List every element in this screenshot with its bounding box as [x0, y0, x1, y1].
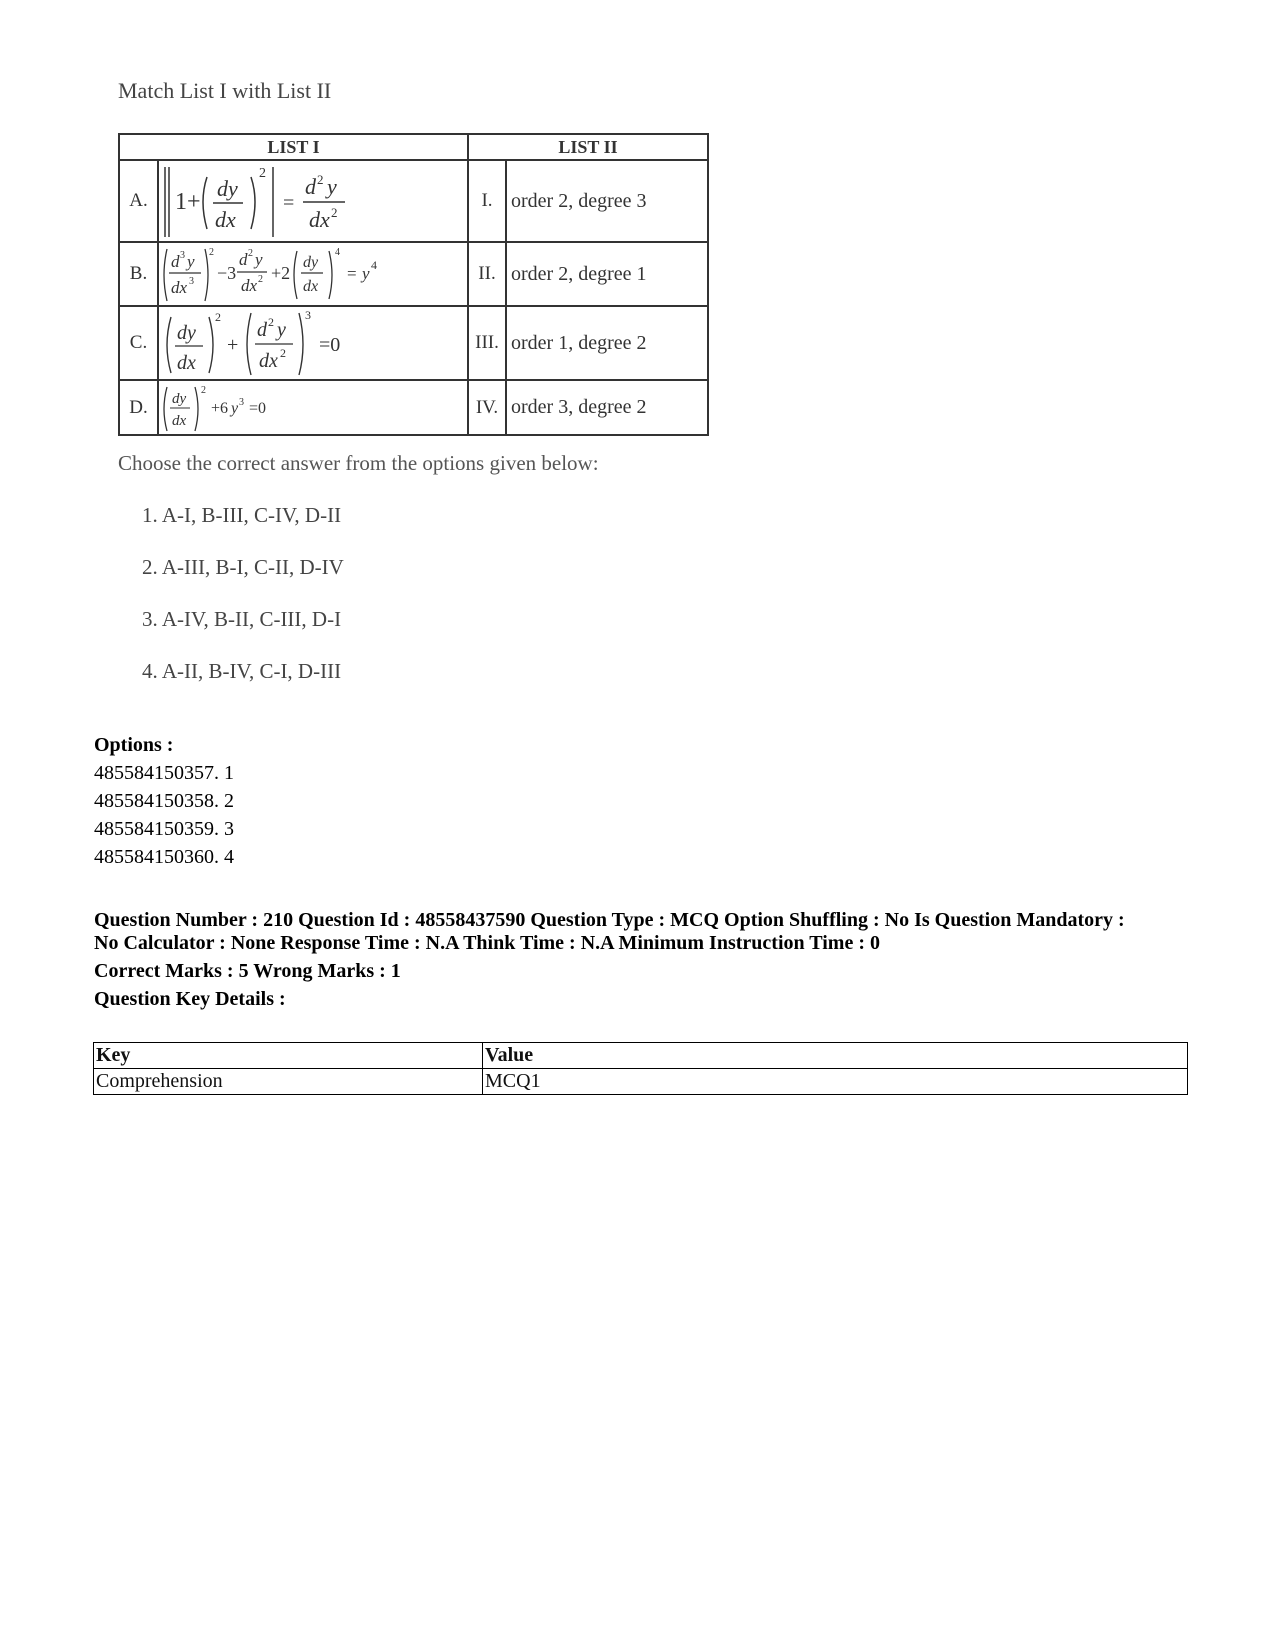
- svg-text:3: 3: [239, 396, 244, 408]
- svg-text:dy: dy: [172, 390, 187, 407]
- order-degree: order 2, degree 1: [506, 242, 708, 306]
- row-roman: I.: [468, 160, 506, 242]
- question-meta-line2: No Calculator : None Response Time : N.A Think Time : N.A Minimum Instruction Time : 0: [94, 932, 880, 954]
- row-roman: II.: [468, 242, 506, 306]
- equation-b: [158, 242, 468, 306]
- svg-text:y: y: [277, 319, 286, 341]
- svg-text:=0: =0: [249, 399, 267, 417]
- options-heading: Options :: [94, 734, 174, 756]
- table-row: [94, 1069, 1188, 1095]
- question-meta-line1: Question Number : 210 Question Id : 48558437590 Question Type : MCQ Option Shuffling : No Is Question Mandatory :: [94, 909, 1125, 931]
- question-prompt: Match List I with List II: [118, 78, 332, 103]
- svg-text:dx: dx: [309, 207, 330, 232]
- svg-text:−3: −3: [217, 263, 237, 283]
- svg-text:dx: dx: [303, 278, 319, 295]
- svg-text:d: d: [239, 250, 248, 269]
- svg-text:2: 2: [215, 310, 221, 324]
- svg-text:y: y: [327, 174, 337, 199]
- order-degree: order 1, degree 2: [506, 306, 708, 380]
- svg-text:4: 4: [371, 258, 377, 272]
- table-row: [119, 380, 708, 435]
- svg-text:=: =: [283, 192, 295, 214]
- answer-instruction: Choose the correct answer from the options given below:: [118, 451, 599, 475]
- svg-text:3: 3: [305, 309, 311, 322]
- svg-text:=0: =0: [319, 334, 341, 356]
- svg-text:+2: +2: [271, 263, 291, 283]
- value-header: Value: [483, 1043, 1188, 1069]
- answer-choice: 1. A-I, B-III, C-IV, D-II: [142, 503, 342, 527]
- svg-text:2: 2: [248, 248, 253, 259]
- svg-text:+6: +6: [211, 399, 229, 417]
- svg-text:2: 2: [259, 166, 266, 181]
- svg-text:+: +: [227, 334, 239, 356]
- table-row: [119, 160, 708, 242]
- marks-line: Correct Marks : 5 Wrong Marks : 1: [94, 960, 401, 982]
- value-cell: MCQ1: [483, 1069, 1188, 1095]
- answer-choice: 2. A-III, B-I, C-II, D-IV: [142, 555, 344, 579]
- svg-text:dx: dx: [172, 412, 187, 429]
- svg-text:y: y: [187, 252, 195, 271]
- option-item: 485584150359. 3: [94, 818, 234, 840]
- svg-text:d: d: [257, 319, 267, 341]
- svg-text:d: d: [305, 174, 316, 199]
- key-header: Key: [94, 1043, 483, 1069]
- svg-text:d: d: [171, 252, 180, 271]
- order-degree: order 2, degree 3: [506, 160, 708, 242]
- svg-text:2: 2: [280, 346, 286, 360]
- svg-text:dx: dx: [215, 207, 236, 232]
- svg-text:1+: 1+: [175, 189, 201, 215]
- row-label: B.: [119, 242, 158, 306]
- order-degree: order 3, degree 2: [506, 380, 708, 435]
- list1-header: LIST I: [119, 134, 468, 160]
- svg-text:4: 4: [335, 247, 340, 258]
- svg-text:dx: dx: [259, 350, 278, 372]
- svg-text:2: 2: [331, 205, 338, 220]
- svg-text:y: y: [231, 399, 239, 417]
- equation-a: [158, 160, 468, 242]
- svg-text:2: 2: [317, 172, 324, 187]
- svg-text:=: =: [347, 264, 357, 283]
- svg-text:dy: dy: [217, 176, 238, 201]
- option-item: 485584150360. 4: [94, 846, 234, 868]
- table-row: [119, 306, 708, 380]
- svg-text:3: 3: [189, 276, 194, 287]
- svg-text:3: 3: [180, 250, 185, 261]
- svg-text:dx: dx: [177, 352, 196, 374]
- equation-d: [158, 380, 468, 435]
- svg-text:2: 2: [258, 274, 263, 285]
- option-item: 485584150358. 2: [94, 790, 234, 812]
- row-label: A.: [119, 160, 158, 242]
- key-details-table: [93, 1042, 1188, 1095]
- table-header-row: [94, 1043, 1188, 1069]
- answer-choice: 3. A-IV, B-II, C-III, D-I: [142, 607, 342, 631]
- svg-text:dy: dy: [177, 322, 196, 344]
- equation-c: [158, 306, 468, 380]
- svg-text:2: 2: [209, 247, 214, 258]
- list2-header: LIST II: [468, 134, 708, 160]
- svg-text:dy: dy: [303, 254, 319, 271]
- key-cell: Comprehension: [94, 1069, 483, 1095]
- row-label: D.: [119, 380, 158, 435]
- row-roman: IV.: [468, 380, 506, 435]
- table-row: [119, 242, 708, 306]
- option-item: 485584150357. 1: [94, 762, 234, 784]
- row-roman: III.: [468, 306, 506, 380]
- answer-choice: 4. A-II, B-IV, C-I, D-III: [142, 659, 342, 683]
- match-table: [118, 133, 709, 436]
- svg-text:2: 2: [268, 315, 274, 329]
- svg-text:2: 2: [201, 384, 206, 396]
- svg-text:dx: dx: [241, 276, 258, 295]
- svg-text:y: y: [362, 264, 370, 283]
- key-details-heading: Question Key Details :: [94, 988, 286, 1010]
- svg-text:dx: dx: [171, 278, 188, 297]
- svg-text:y: y: [255, 250, 263, 269]
- row-label: C.: [119, 306, 158, 380]
